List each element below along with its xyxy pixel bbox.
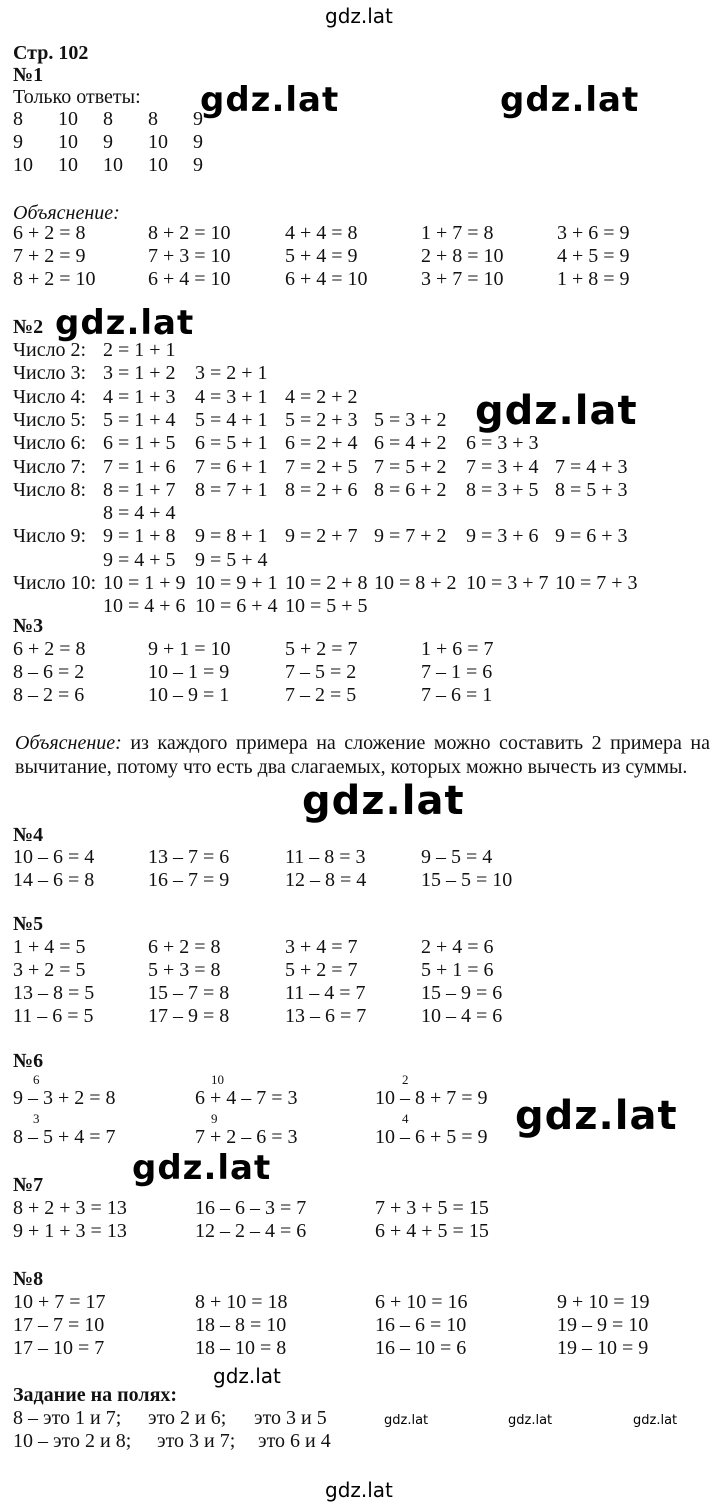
equation: 2 + 8 = 10 xyxy=(421,245,504,267)
equation: 8 – 6 = 2 xyxy=(13,661,85,683)
margin-task-line: 8 – это 1 и 7; xyxy=(13,1407,122,1429)
equation: 9 + 10 = 19 xyxy=(557,1291,650,1313)
equation: 8 – 2 = 6 xyxy=(13,684,85,706)
intermediate-value: 6 xyxy=(33,1072,40,1087)
margin-task-line: это 2 и 6; xyxy=(148,1407,227,1429)
decomposition: 10 = 4 + 6 xyxy=(103,595,186,618)
equation: 19 – 10 = 9 xyxy=(557,1337,649,1359)
intermediate-value: 9 xyxy=(211,1111,218,1126)
equation: 6 + 2 = 8 xyxy=(13,222,86,244)
equation: 10 – 1 = 9 xyxy=(148,661,230,683)
equation: 7 + 3 = 10 xyxy=(148,245,231,267)
equation: 16 – 6 = 10 xyxy=(375,1314,467,1336)
equation: 13 – 7 = 6 xyxy=(148,846,230,868)
decomposition: 5 = 3 + 2 xyxy=(374,408,447,431)
task-3-heading: №3 xyxy=(13,615,44,637)
decomposition: 4 = 1 + 3 xyxy=(103,385,176,408)
equation: 15 – 7 = 8 xyxy=(148,982,230,1004)
decomposition: 3 = 1 + 2 xyxy=(103,362,176,385)
equation: 4 + 4 = 8 xyxy=(285,222,358,244)
equation: 6 + 2 = 8 xyxy=(13,638,86,660)
answer-cell: 9 xyxy=(193,154,203,176)
equation: 7 – 1 = 6 xyxy=(421,661,493,683)
equation: 17 – 7 = 10 xyxy=(13,1314,105,1336)
answer-cell: 9 xyxy=(13,131,23,153)
equation: 11 – 6 = 5 xyxy=(13,1005,94,1027)
equation: 5 + 2 = 7 xyxy=(285,959,358,981)
decomposition: Число 8: xyxy=(13,478,87,501)
equation: 7 – 5 = 2 xyxy=(285,661,357,683)
decomposition: 9 = 1 + 8 xyxy=(103,525,176,548)
equation: 1 + 6 = 7 xyxy=(421,638,494,660)
decomposition: 10 = 8 + 2 xyxy=(374,572,457,594)
decomposition: 6 = 2 + 4 xyxy=(285,432,358,455)
task-5-heading: №5 xyxy=(13,913,44,935)
equation: 8 + 2 + 3 = 13 xyxy=(13,1197,127,1219)
answer-cell: 10 xyxy=(148,131,168,153)
equation: 15 – 9 = 6 xyxy=(421,982,503,1004)
equation: 13 – 6 = 7 xyxy=(285,1005,367,1027)
watermark: gdz.lat xyxy=(515,1093,678,1139)
decomposition: 10 = 2 + 8 xyxy=(285,572,368,594)
decomposition: 7 = 2 + 5 xyxy=(285,455,358,478)
equation: 7 – 6 = 1 xyxy=(421,684,493,706)
task-6-heading: №6 xyxy=(13,1050,44,1072)
answer-cell: 8 xyxy=(148,108,158,130)
decomposition: 8 = 5 + 3 xyxy=(555,478,628,501)
decomposition: 9 = 8 + 1 xyxy=(195,525,268,548)
equation: 3 + 6 = 9 xyxy=(557,222,630,244)
decomposition: 7 = 1 + 6 xyxy=(103,455,176,478)
equation: 12 – 2 – 4 = 6 xyxy=(195,1220,307,1242)
decomposition: 7 = 3 + 4 xyxy=(466,455,539,478)
decomposition: 3 = 2 + 1 xyxy=(195,362,268,385)
decomposition: 5 = 4 + 1 xyxy=(195,408,268,431)
answer-cell: 8 xyxy=(13,108,23,130)
watermark: gdz.lat xyxy=(384,1413,429,1428)
task-2-heading: №2 xyxy=(13,316,44,338)
decomposition: 7 = 6 + 1 xyxy=(195,455,268,478)
margin-task-line: это 6 и 4 xyxy=(258,1430,331,1452)
equation: 3 + 7 = 10 xyxy=(421,268,504,290)
equation: 3 + 4 = 7 xyxy=(285,936,358,958)
equation: 8 + 2 = 10 xyxy=(13,268,96,290)
equation: 6 + 2 = 8 xyxy=(148,936,221,958)
intermediate-value: 4 xyxy=(402,1111,409,1126)
decomposition: 4 = 2 + 2 xyxy=(285,385,358,408)
equation: 18 – 10 = 8 xyxy=(195,1337,287,1359)
decomposition: Число 4: xyxy=(13,385,87,408)
equation: 1 + 7 = 8 xyxy=(421,222,494,244)
decomposition: 9 = 5 + 4 xyxy=(195,548,268,571)
decomposition: 9 = 7 + 2 xyxy=(374,525,447,548)
decomposition: 9 = 6 + 3 xyxy=(555,525,628,548)
watermark: gdz.lat xyxy=(508,1413,553,1428)
equation: 8 – 5 + 4 = 7 xyxy=(13,1126,116,1148)
equation: 5 + 1 = 6 xyxy=(421,959,494,981)
equation: 6 + 4 = 10 xyxy=(285,268,368,290)
equation: 6 + 4 – 7 = 3 xyxy=(195,1087,298,1109)
equation: 6 + 4 + 5 = 15 xyxy=(375,1220,489,1242)
decomposition: 10 = 6 + 4 xyxy=(195,595,278,618)
equation: 1 + 8 = 9 xyxy=(557,268,630,290)
decomposition: 8 = 7 + 1 xyxy=(195,478,268,501)
decomposition: Число 6: xyxy=(13,432,87,455)
intermediate-value: 3 xyxy=(33,1111,40,1126)
watermark-top: gdz.lat xyxy=(325,4,393,28)
margin-task-line: 10 – это 2 и 8; xyxy=(13,1430,132,1452)
decomposition: Число 5: xyxy=(13,408,87,431)
equation: 10 – 4 = 6 xyxy=(421,1005,503,1027)
equation: 2 + 4 = 6 xyxy=(421,936,494,958)
equation: 5 + 2 = 7 xyxy=(285,638,358,660)
margin-task-line: это 3 и 7; xyxy=(157,1430,236,1452)
watermark: gdz.lat xyxy=(132,1148,272,1188)
decomposition: Число 3: xyxy=(13,362,87,385)
equation: 6 + 4 = 10 xyxy=(148,268,231,290)
equation: 7 – 2 = 5 xyxy=(285,684,357,706)
equation: 10 – 6 = 4 xyxy=(13,846,95,868)
decomposition: 8 = 4 + 4 xyxy=(103,502,176,525)
equation: 11 – 8 = 3 xyxy=(285,846,366,868)
task-3-explanation xyxy=(15,731,710,779)
page-title: Стр. 102 xyxy=(13,42,89,64)
equation: 17 – 10 = 7 xyxy=(13,1337,105,1359)
equation: 10 – 8 + 7 = 9 xyxy=(375,1087,488,1109)
equation: 10 – 6 + 5 = 9 xyxy=(375,1126,488,1148)
equation: 13 – 8 = 5 xyxy=(13,982,95,1004)
decomposition: 10 = 3 + 7 xyxy=(466,572,549,594)
watermark-bottom: gdz.lat xyxy=(325,1478,393,1502)
decomposition: 6 = 1 + 5 xyxy=(103,432,176,455)
intermediate-value: 2 xyxy=(402,1072,409,1087)
decomposition: 6 = 4 + 2 xyxy=(374,432,447,455)
answer-cell: 10 xyxy=(148,154,168,176)
task-7-heading: №7 xyxy=(13,1174,44,1196)
decomposition: 8 = 3 + 5 xyxy=(466,478,539,501)
answer-cell: 9 xyxy=(193,131,203,153)
decomposition: 2 = 1 + 1 xyxy=(103,339,176,361)
equation: 7 + 2 = 9 xyxy=(13,245,86,267)
decomposition: 10 = 5 + 5 xyxy=(285,595,368,618)
task-1-intro: Только ответы: xyxy=(13,86,141,108)
equation: 10 + 7 = 17 xyxy=(13,1291,106,1313)
watermark: gdz.lat xyxy=(475,388,638,434)
decomposition: 10 = 9 + 1 xyxy=(195,572,278,594)
decomposition: Число 7: xyxy=(13,455,87,478)
answer-cell: 10 xyxy=(13,154,33,176)
equation: 9 + 1 = 10 xyxy=(148,638,231,660)
equation: 6 + 10 = 16 xyxy=(375,1291,468,1313)
decomposition: 7 = 4 + 3 xyxy=(555,455,628,478)
equation: 3 + 2 = 5 xyxy=(13,959,86,981)
equation: 10 – 9 = 1 xyxy=(148,684,230,706)
decomposition: 9 = 4 + 5 xyxy=(103,548,176,571)
decomposition: 6 = 5 + 1 xyxy=(195,432,268,455)
answer-cell: 10 xyxy=(103,154,123,176)
decomposition: 6 = 3 + 3 xyxy=(466,432,539,455)
decomposition: 10 = 1 + 9 xyxy=(103,572,186,594)
decomposition: 4 = 3 + 1 xyxy=(195,385,268,408)
task-3-explanation-label: Объяснение: xyxy=(15,732,122,754)
decomposition: Число 2: xyxy=(13,339,87,361)
answer-cell: 8 xyxy=(103,108,113,130)
decomposition: 10 = 7 + 3 xyxy=(555,572,638,594)
task-3-explanation-text: из каждого примера на сложение можно составить 2 примера на вычитание, потому что есть два слагаемых, которых можно вычесть из суммы. xyxy=(15,732,710,778)
equation: 18 – 8 = 10 xyxy=(195,1314,287,1336)
decomposition: 5 = 2 + 3 xyxy=(285,408,358,431)
equation: 5 + 4 = 9 xyxy=(285,245,358,267)
margin-task-heading: Задание на полях: xyxy=(13,1384,178,1406)
equation: 8 + 2 = 10 xyxy=(148,222,231,244)
answer-cell: 9 xyxy=(103,131,113,153)
answer-cell: 10 xyxy=(58,131,78,153)
equation: 1 + 4 = 5 xyxy=(13,936,86,958)
intermediate-value: 10 xyxy=(211,1072,224,1087)
watermark: gdz.lat xyxy=(302,778,465,824)
answer-cell: 9 xyxy=(193,108,203,130)
margin-task-line: это 3 и 5 xyxy=(254,1407,327,1429)
equation: 9 – 5 = 4 xyxy=(421,846,493,868)
decomposition: 8 = 1 + 7 xyxy=(103,478,176,501)
decomposition: Число 10: xyxy=(13,572,97,594)
equation: 9 + 1 + 3 = 13 xyxy=(13,1220,127,1242)
equation: 8 + 10 = 18 xyxy=(195,1291,288,1313)
answer-cell: 10 xyxy=(58,154,78,176)
task-4-heading: №4 xyxy=(13,824,44,846)
decomposition: 9 = 3 + 6 xyxy=(466,525,539,548)
equation: 4 + 5 = 9 xyxy=(557,245,630,267)
watermark: gdz.lat xyxy=(200,80,340,120)
equation: 9 – 3 + 2 = 8 xyxy=(13,1087,116,1109)
task-1-heading: №1 xyxy=(13,64,44,86)
watermark: gdz.lat xyxy=(55,303,195,343)
decomposition: 8 = 6 + 2 xyxy=(374,478,447,501)
equation: 11 – 4 = 7 xyxy=(285,982,366,1004)
equation: 16 – 6 – 3 = 7 xyxy=(195,1197,307,1219)
equation: 14 – 6 = 8 xyxy=(13,869,95,891)
equation: 7 + 3 + 5 = 15 xyxy=(375,1197,489,1219)
watermark: gdz.lat xyxy=(500,80,640,120)
decomposition: 9 = 2 + 7 xyxy=(285,525,358,548)
watermark: gdz.lat xyxy=(633,1413,678,1428)
equation: 7 + 2 – 6 = 3 xyxy=(195,1126,298,1148)
decomposition: 7 = 5 + 2 xyxy=(374,455,447,478)
task-8-heading: №8 xyxy=(13,1268,44,1290)
watermark: gdz.lat xyxy=(213,1364,281,1388)
decomposition: Число 9: xyxy=(13,525,87,548)
task-1-explanation-label: Объяснение: xyxy=(13,202,120,224)
equation: 12 – 8 = 4 xyxy=(285,869,367,891)
equation: 15 – 5 = 10 xyxy=(421,869,513,891)
equation: 16 – 7 = 9 xyxy=(148,869,230,891)
equation: 5 + 3 = 8 xyxy=(148,959,221,981)
equation: 19 – 9 = 10 xyxy=(557,1314,649,1336)
decomposition: 5 = 1 + 4 xyxy=(103,408,176,431)
answer-cell: 10 xyxy=(58,108,78,130)
decomposition: 8 = 2 + 6 xyxy=(285,478,358,501)
equation: 17 – 9 = 8 xyxy=(148,1005,230,1027)
equation: 16 – 10 = 6 xyxy=(375,1337,467,1359)
